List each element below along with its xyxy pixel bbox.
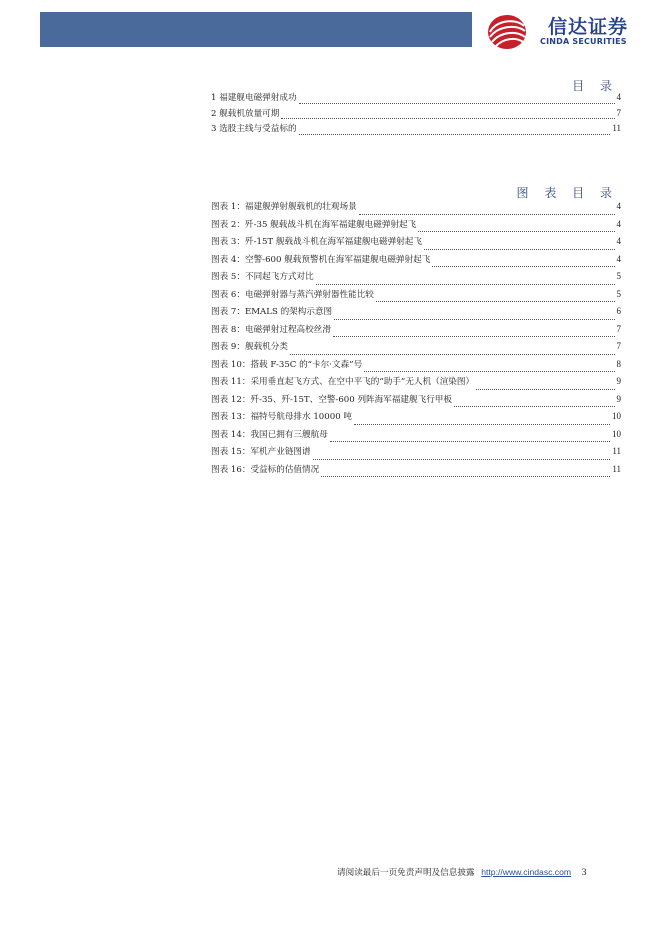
toc-title: 目 录 xyxy=(572,79,618,93)
figure-entry-page-number: 5 xyxy=(616,288,621,299)
dot-leader xyxy=(418,230,614,232)
dot-leader xyxy=(334,318,614,320)
figure-entry-row[interactable] xyxy=(211,375,621,393)
dot-leader xyxy=(299,102,615,104)
dot-leader xyxy=(424,248,615,250)
figures-title: 图 表 目 录 xyxy=(516,186,618,200)
cinda-logo xyxy=(486,10,646,52)
dot-leader xyxy=(454,405,615,407)
figure-entry-label: 图表 9：舰载机分类 xyxy=(211,342,288,352)
figure-entry-row[interactable] xyxy=(211,393,621,411)
figure-entry-label: 图表 6：电磁弹射器与蒸汽弹射器性能比较 xyxy=(211,289,374,300)
figure-entry-page-number: 11 xyxy=(612,446,621,456)
toc-entry-label: 2 舰载机放量可期 xyxy=(211,108,280,119)
dot-leader xyxy=(330,440,610,442)
figure-entry-page-number: 9 xyxy=(616,376,621,386)
dot-leader xyxy=(432,265,614,267)
toc-entry-row[interactable] xyxy=(211,91,621,107)
figure-entry-label: 图表 13：福特号航母排水 10000 吨 xyxy=(211,412,353,422)
figure-entry-page-number: 10 xyxy=(612,411,621,421)
figure-entry-page-number: 11 xyxy=(612,463,621,474)
figure-entry-label: 图表 7：EMALS 的架构示意图 xyxy=(211,307,333,317)
figure-entry-label: 图表 11：采用垂直起飞方式、在空中平飞的“助手”无人机（渲染图） xyxy=(211,377,475,387)
figure-entry-row[interactable] xyxy=(211,305,621,323)
toc-entry-label: 3 选股主线与受益标的 xyxy=(211,124,297,134)
footer-url-link[interactable]: http://www.cindasc.com xyxy=(481,867,572,877)
figure-entry-row[interactable] xyxy=(211,200,621,218)
toc-entry-row[interactable] xyxy=(211,107,621,123)
dot-leader xyxy=(321,475,610,477)
figures-list xyxy=(211,200,621,480)
figure-entry-row[interactable] xyxy=(211,218,621,236)
figure-entry-page-number: 4 xyxy=(616,236,621,246)
toc-list xyxy=(211,91,621,138)
figure-entry-row[interactable] xyxy=(211,410,621,428)
figure-entry-page-number: 7 xyxy=(616,323,621,334)
dot-leader xyxy=(313,458,611,460)
dot-leader xyxy=(364,370,614,372)
dot-leader xyxy=(354,423,610,425)
dot-leader xyxy=(376,300,615,302)
figure-entry-row[interactable] xyxy=(211,288,621,306)
figure-entry-page-number: 10 xyxy=(612,428,621,439)
logo-chinese-text: 信达证券 xyxy=(548,16,629,38)
toc-entry-page-number: 11 xyxy=(612,123,621,133)
figure-entry-row[interactable] xyxy=(211,358,621,376)
page-footer xyxy=(337,866,587,878)
footer-page-number: 3 xyxy=(581,868,587,878)
figure-entry-page-number: 7 xyxy=(616,341,621,351)
figure-entry-label: 图表 3：歼-15T 舰载战斗机在海军福建舰电磁弹射起飞 xyxy=(211,237,422,247)
figure-entry-page-number: 4 xyxy=(616,218,621,229)
dot-leader xyxy=(316,283,615,285)
figure-entry-row[interactable] xyxy=(211,253,621,271)
toc-entry-page-number: 4 xyxy=(616,92,621,102)
figure-entry-label: 图表 16：受益标的估值情况 xyxy=(211,464,320,475)
figure-entry-page-number: 4 xyxy=(616,201,621,211)
figure-entry-row[interactable] xyxy=(211,463,621,481)
figure-entry-row[interactable] xyxy=(211,323,621,341)
figure-entry-label: 图表 1：福建舰弹射舰载机的壮观场景 xyxy=(211,202,357,212)
figure-entry-page-number: 8 xyxy=(616,358,621,369)
dot-leader xyxy=(476,388,614,390)
dot-leader xyxy=(359,213,615,215)
figure-entry-label: 图表 2：歼-35 舰载战斗机在海军福建舰电磁弹射起飞 xyxy=(211,219,417,230)
figure-entry-label: 图表 5：不同起飞方式对比 xyxy=(211,272,314,282)
toc-entry-row[interactable] xyxy=(211,122,621,138)
figure-entry-page-number: 4 xyxy=(616,253,621,264)
footer-disclaimer: 请阅读最后一页免责声明及信息披露 xyxy=(337,868,475,878)
dot-leader xyxy=(299,133,611,135)
cinda-logo-icon xyxy=(486,10,528,52)
header-bar xyxy=(40,12,472,47)
figure-entry-label: 图表 10：搭载 F-35C 的“卡尔·文森”号 xyxy=(211,359,363,370)
dot-leader xyxy=(290,353,615,355)
figure-entry-row[interactable] xyxy=(211,270,621,288)
figure-entry-label: 图表 15：军机产业链图谱 xyxy=(211,447,311,457)
figure-entry-row[interactable] xyxy=(211,340,621,358)
figure-entry-row[interactable] xyxy=(211,428,621,446)
figure-entry-page-number: 6 xyxy=(616,306,621,316)
figure-entry-row[interactable] xyxy=(211,445,621,463)
dot-leader xyxy=(333,335,615,337)
figure-entry-label: 图表 8：电磁弹射过程高校丝滑 xyxy=(211,324,331,335)
logo-english-text: CINDA SECURITIES xyxy=(540,37,627,46)
figure-entry-label: 图表 4：空警-600 舰载预警机在海军福建舰电磁弹射起飞 xyxy=(211,254,431,265)
dot-leader xyxy=(281,117,614,119)
figure-entry-page-number: 9 xyxy=(616,393,621,404)
figure-entry-page-number: 5 xyxy=(616,271,621,281)
figure-entry-row[interactable] xyxy=(211,235,621,253)
figure-entry-label: 图表 12：歼-35、歼-15T、空警-600 列阵海军福建舰飞行甲板 xyxy=(211,394,452,405)
toc-entry-label: 1 福建舰电磁弹射成功 xyxy=(211,93,297,103)
toc-entry-page-number: 7 xyxy=(616,107,621,118)
figure-entry-label: 图表 14：我国已拥有三艘航母 xyxy=(211,429,328,440)
